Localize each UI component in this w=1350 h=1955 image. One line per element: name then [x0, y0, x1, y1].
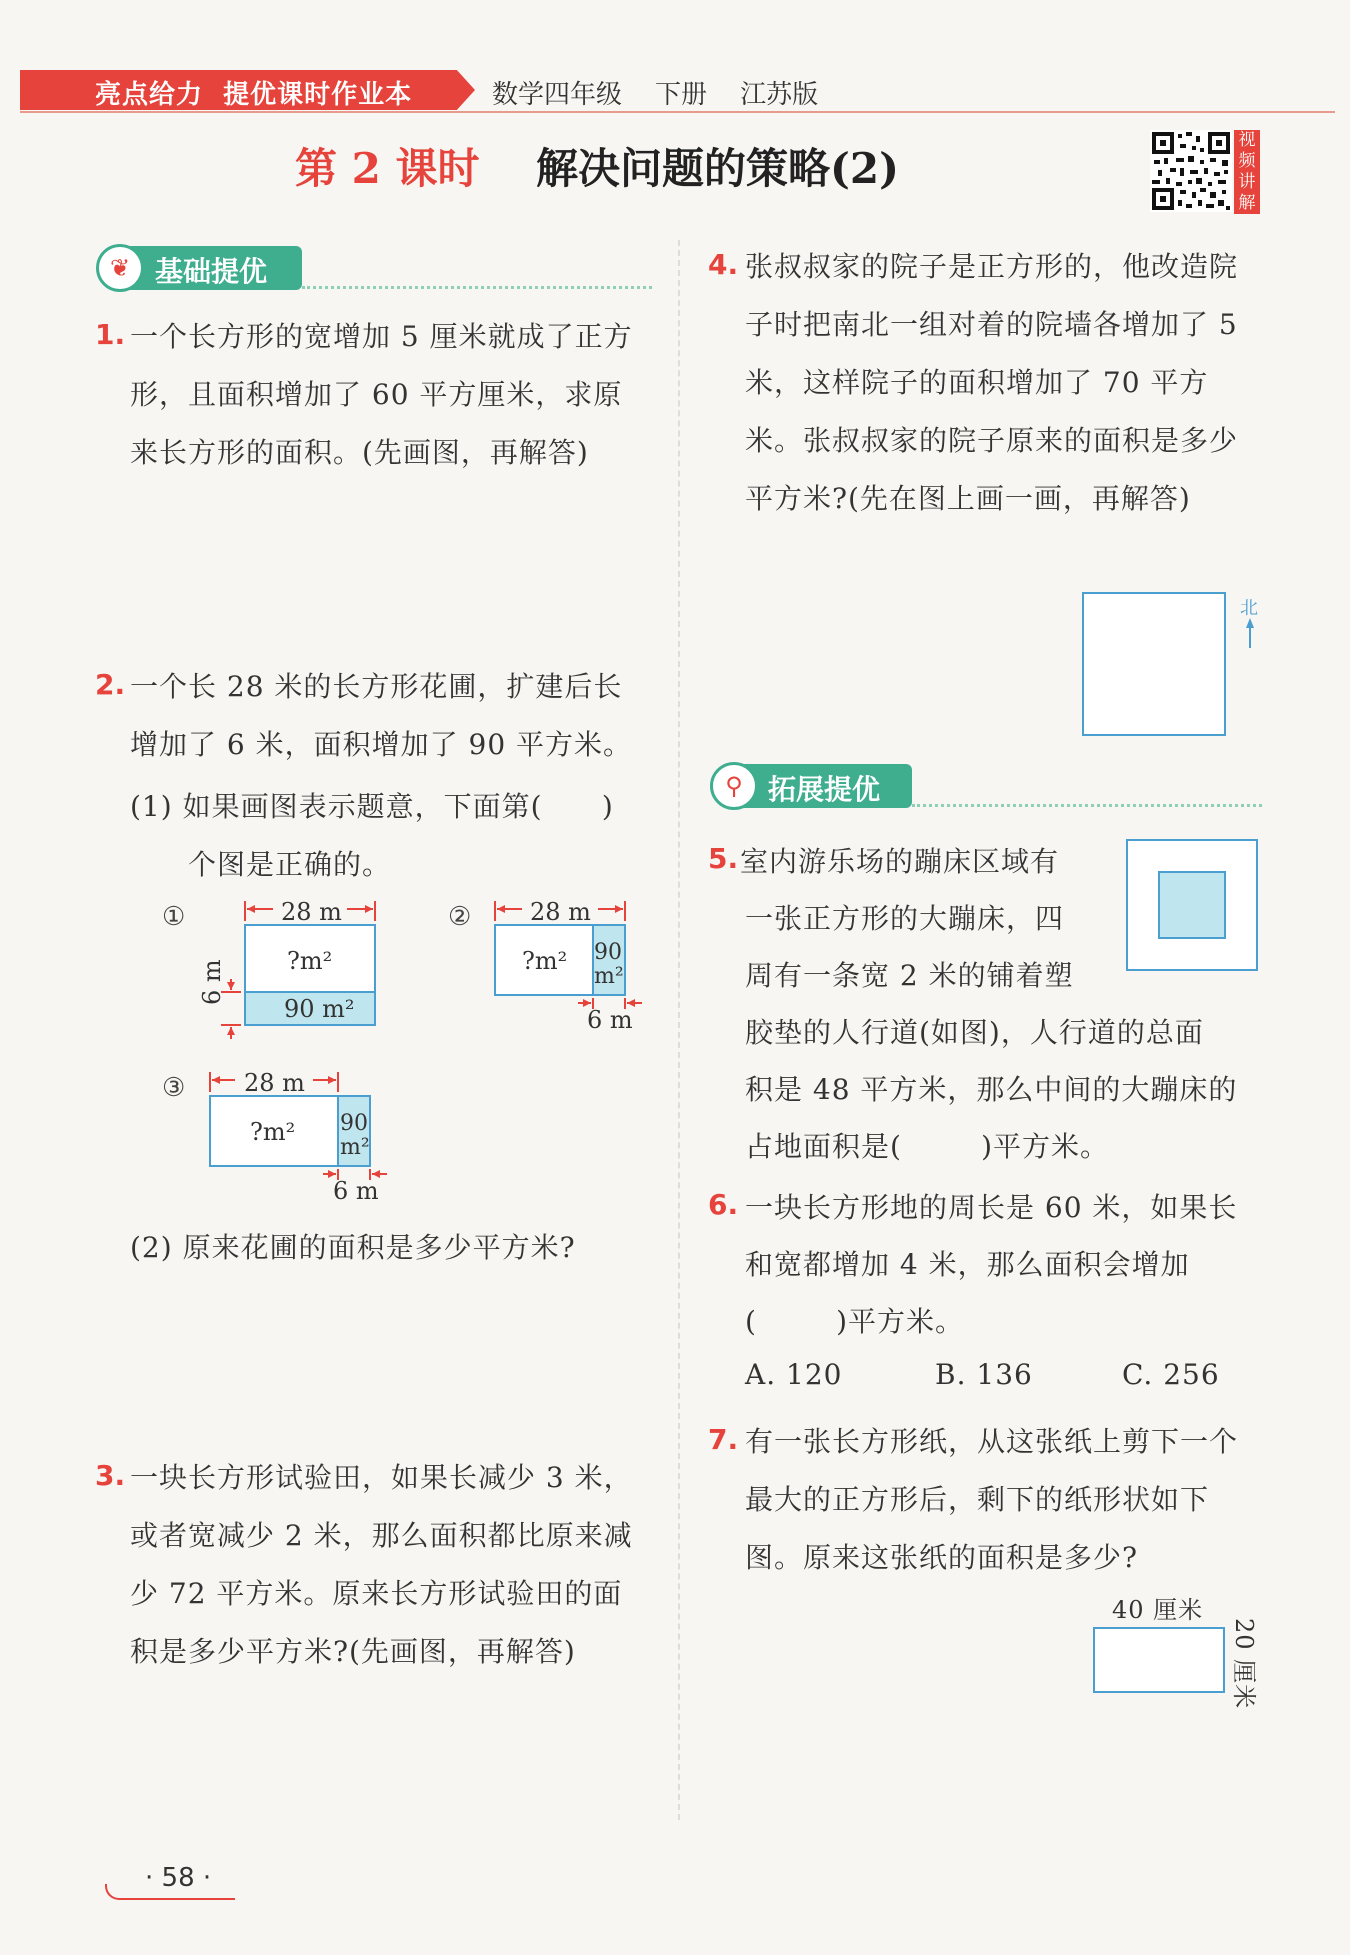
trampoline-diagram	[1125, 838, 1261, 974]
figure-1-label: ①	[162, 902, 186, 932]
question-2-text: 一个长 28 米的长方形花圃，扩建后长增加了 6 米，面积增加了 90 平方米。	[130, 670, 633, 761]
question-5-line: 占地面积是( )平方米。	[745, 1130, 1110, 1163]
question-1-text: 一个长方形的宽增加 5 厘米就成了正方形，且面积增加了 60 平方厘米，求原来长方形的面积。(先画图，再解答)	[130, 320, 633, 469]
tag-char: 讲	[1238, 172, 1256, 192]
video-explain-tag	[1234, 130, 1260, 214]
sprout-icon: ❦	[96, 244, 144, 292]
question-5-line: 一张正方形的大蹦床，四	[745, 902, 1065, 935]
page-number: · 58 ·	[145, 1863, 212, 1893]
figure-3-added-length: 6 m	[333, 1177, 379, 1205]
figure-2-added-length: 6 m	[587, 1006, 633, 1034]
question-2-sub1-cont: 个图是正确的。	[188, 848, 392, 881]
question-number: 3.	[95, 1459, 126, 1492]
header-rule	[20, 111, 1335, 113]
question-5-line: 室内游乐场的蹦床区域有	[740, 845, 1060, 878]
figure-3-added-area: 90	[340, 1111, 368, 1136]
paper-width-label: 40 厘米	[1112, 1596, 1204, 1624]
question-3-text: 一块长方形试验田，如果长减少 3 米，或者宽减少 2 米，那么面积都比原来减少 72 平方米。原来长方形试验田的面积是多少平方米?(先画图，再解答)	[130, 1461, 633, 1668]
figure-3-length: 28 m	[244, 1069, 305, 1097]
question-2-sub2: (2) 原来花圃的面积是多少平方米?	[130, 1231, 576, 1264]
question-6-line: 一块长方形地的周长是 60 米，如果长	[745, 1191, 1238, 1224]
figure-2-added-area-unit: m²	[594, 964, 624, 989]
figure-1-length: 28 m	[281, 898, 342, 926]
lesson-title: 解决问题的策略(2)	[536, 144, 899, 193]
question-4-text: 张叔叔家的院子是正方形的，他改造院子时把南北一组对着的院墙各增加了 5 米，这样院子的面积增加了 70 平方米。张叔叔家的院子原来的面积是多少平方米?(先在图上画一画，再解答)	[745, 250, 1239, 515]
section-dots	[912, 804, 1262, 807]
figure-3-label: ③	[162, 1073, 186, 1103]
magnifier-icon: ⚲	[710, 762, 758, 810]
section-basic-title: 基础提优	[155, 255, 268, 288]
option-c[interactable]: C. 256	[1122, 1358, 1220, 1391]
option-a[interactable]: A. 120	[745, 1358, 843, 1391]
remaining-paper-diagram	[1092, 1626, 1228, 1696]
question-5-line: 周有一条宽 2 米的铺着塑	[745, 959, 1074, 992]
question-number: 1.	[95, 318, 126, 351]
book-series-title: 亮点给力 提优课时作业本	[95, 80, 413, 110]
figure-3-added-area-unit: m²	[340, 1135, 370, 1160]
tag-char: 频	[1238, 151, 1256, 171]
figure-1-unknown-area: ?m²	[287, 947, 333, 975]
qr-code-icon[interactable]	[1150, 130, 1232, 212]
question-number: 7.	[708, 1423, 739, 1456]
option-b[interactable]: B. 136	[935, 1358, 1033, 1391]
figure-2-unknown-area: ?m²	[522, 947, 568, 975]
figure-2-label: ②	[448, 902, 472, 932]
courtyard-diagram	[1080, 590, 1265, 740]
question-6-line: ( )平方米。	[745, 1305, 965, 1338]
tag-char: 解	[1238, 193, 1256, 213]
figure-2-length: 28 m	[530, 898, 591, 926]
question-5-line: 胶垫的人行道(如图)，人行道的总面	[745, 1016, 1204, 1049]
tag-char: 视	[1238, 130, 1256, 150]
section-extend-title: 拓展提优	[768, 773, 881, 806]
figure-3-unknown-area: ?m²	[250, 1118, 296, 1146]
book-subject: 数学四年级 下册 江苏版	[492, 80, 819, 110]
paper-height-label: 20 厘米	[1230, 1618, 1258, 1710]
column-divider	[678, 240, 680, 1820]
figure-1-added-area: 90 m²	[284, 995, 355, 1023]
question-number: 5.	[708, 842, 739, 875]
question-7-text: 有一张长方形纸，从这张纸上剪下一个最大的正方形后，剩下的纸形状如下图。原来这张纸的面积是多少?	[745, 1425, 1239, 1574]
lesson-number: 第 2 课时	[295, 144, 480, 193]
question-2-sub1: (1) 如果画图表示题意，下面第( )	[130, 790, 614, 823]
figure-2-added-area: 90	[594, 940, 622, 965]
question-number: 6.	[708, 1188, 739, 1221]
question-number: 2.	[95, 668, 126, 701]
figure-1-added-width: 6 m	[198, 959, 226, 1005]
section-dots	[302, 286, 652, 289]
question-5-line: 积是 48 平方米，那么中间的大蹦床的	[745, 1073, 1238, 1106]
question-number: 4.	[708, 248, 739, 281]
question-6-line: 和宽都增加 4 米，那么面积会增加	[745, 1248, 1190, 1281]
north-label: 北	[1240, 598, 1258, 619]
